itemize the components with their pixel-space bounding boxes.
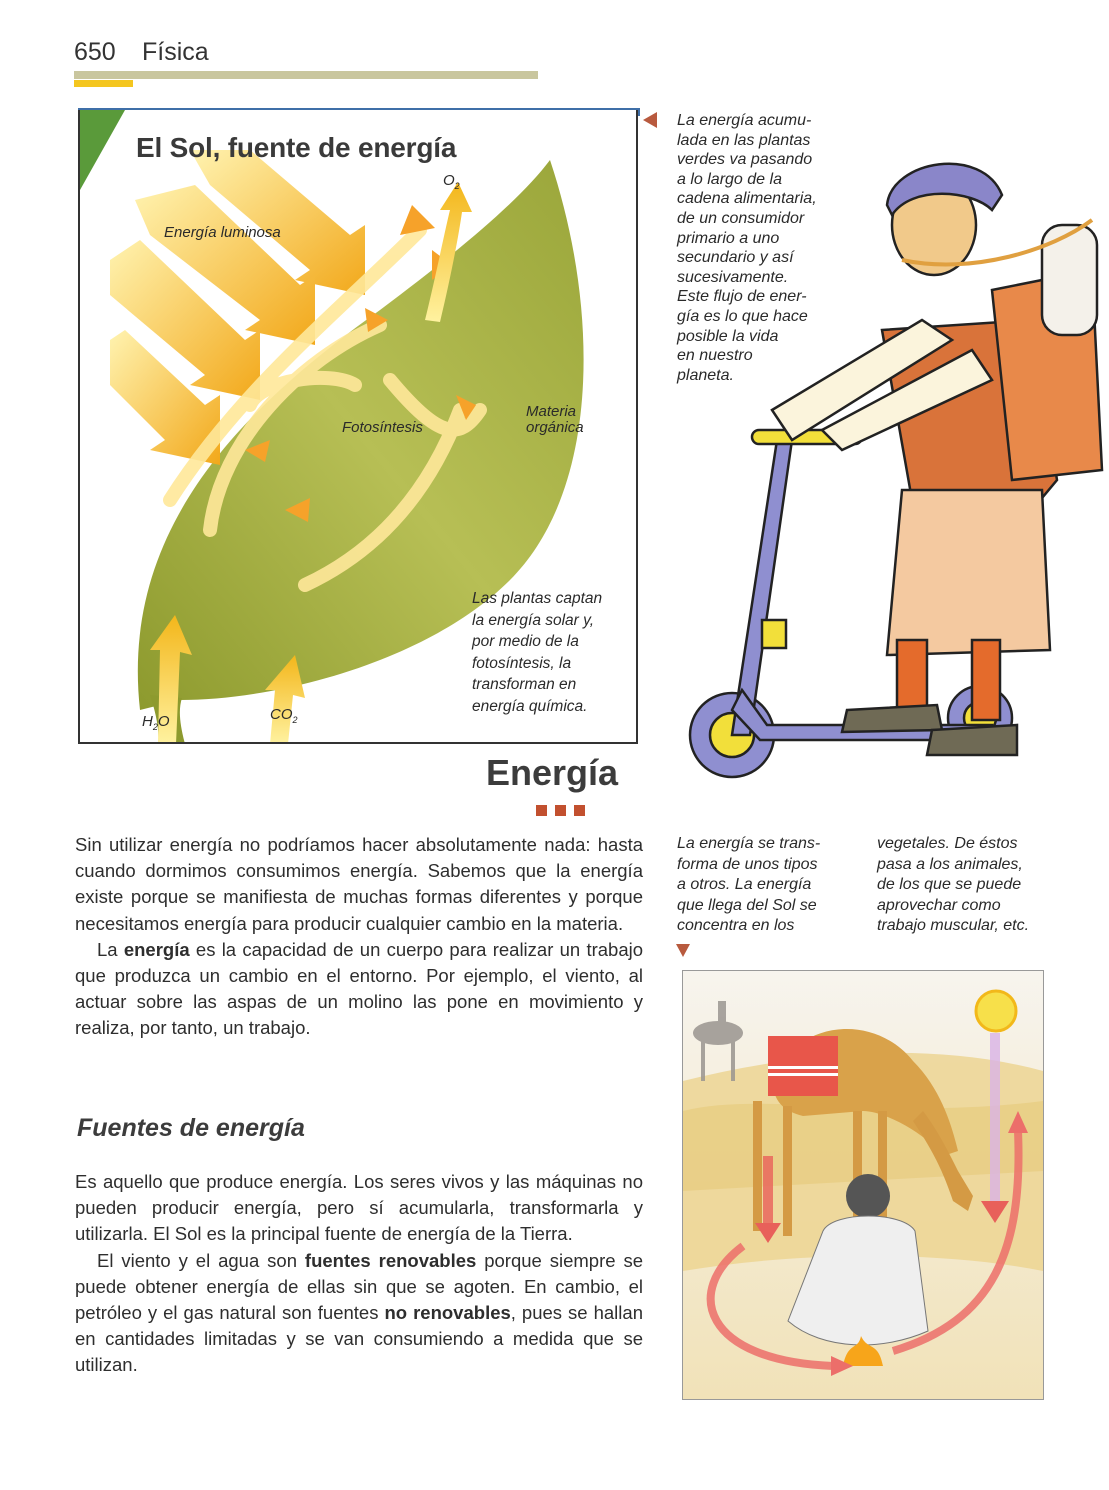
text-run: , pues se hallan en cantidades limitadas y se van consumiendo a medida que se utilizan.: [75, 1302, 643, 1376]
o2-subscript: 2: [454, 181, 460, 191]
camel-caption-col1: [677, 834, 820, 937]
page-number: 650: [74, 38, 116, 66]
section-heading: Energía: [486, 752, 619, 793]
text-run: La: [97, 938, 124, 960]
photosynthesis-diagram: [78, 110, 638, 744]
caption-line: gía es lo que hace: [677, 307, 808, 325]
caption-line: por medio de la: [472, 633, 579, 650]
caption-line: aprovechar como: [877, 896, 1001, 914]
text-run: es la capacidad de un cuerpo para realizar un trabajo que produzca un cambio en el entorno. Por ejemplo, el viento, al actuar sobre las aspas de un molino las pone en movimiento y realiza, por tanto, un trabajo.: [75, 938, 644, 1039]
caption-line: de un consumidor: [677, 209, 805, 227]
caption-line: en nuestro: [677, 347, 753, 365]
intro-text: [75, 832, 643, 1042]
caption-line: pasa a los animales,: [877, 855, 1023, 873]
text-run: porque siempre se puede obtener energía de ellas sin que se agoten. En cambio, el petróleo y el gas natural son fuentes: [75, 1249, 643, 1324]
caption-line: posible la vida: [677, 327, 779, 345]
caption-line: primario a uno: [677, 229, 780, 247]
caption-line: forma de unos tipos: [677, 855, 818, 873]
caption-line: Las plantas captan: [472, 590, 603, 607]
label-co2: [270, 706, 298, 725]
subsection-heading: Fuentes de energía: [77, 1114, 305, 1142]
caption-line: transforman en: [472, 676, 577, 693]
caption-line: trabajo muscular, etc.: [877, 917, 1030, 934]
camel-illustration-frame: [682, 970, 1044, 1400]
triangle-down-icon: [676, 944, 690, 957]
caption-line: la energía solar y,: [472, 611, 595, 629]
label-h2o: [142, 713, 170, 732]
sun-icon: [976, 991, 1016, 1031]
header-accent: [74, 80, 133, 87]
camel-caption-col2: [877, 834, 1029, 937]
label-organic-matter: [526, 404, 584, 436]
corner-triangle: [80, 110, 125, 190]
caption-line: verdes va pasando: [677, 151, 813, 169]
caption-line: sucesivamente.: [677, 268, 789, 286]
sources-paragraph-2: [75, 1248, 643, 1379]
caption-line: secundario y así: [677, 249, 794, 267]
caption-line: planeta.: [677, 366, 734, 384]
bold-term: energía: [123, 938, 190, 960]
caption-line: lada en las plantas: [677, 131, 811, 149]
diagram-title: El Sol, fuente de energía: [136, 132, 457, 163]
label-photosynthesis: Fotosíntesis: [342, 419, 423, 436]
intro-paragraph-2: [75, 937, 643, 1042]
text-run: El viento y el agua son: [97, 1249, 305, 1271]
caption-line: que llega del Sol se: [677, 896, 817, 914]
h2o-o: O: [157, 713, 170, 730]
organic-matter-line-1: Materia: [526, 403, 577, 420]
caption-line: cadena alimentaria,: [677, 190, 817, 208]
caption-line: fotosíntesis, la: [472, 654, 572, 672]
sources-paragraph-1: Es aquello que produce energía. Los seres vivos y las máquinas no pueden producir energía, pero sí acumularla, transformarla y utilizarla. El Sol es la principal fuente de energía de la Tierra.: [75, 1171, 643, 1245]
camel-illustration: [683, 971, 1043, 1399]
o2-symbol: O: [443, 172, 455, 189]
caption-line: vegetales. De éstos: [877, 835, 1018, 852]
heading-square-icon: [536, 805, 547, 816]
scooter-caption: [677, 111, 857, 385]
sources-text: [75, 1169, 643, 1379]
co2-subscript: 2: [292, 715, 298, 725]
caption-line: concentra en los: [677, 917, 795, 934]
header-rule: [74, 71, 538, 79]
co2-symbol: CO: [270, 706, 293, 723]
heading-square-icon: [555, 805, 566, 816]
section-name: Física: [142, 38, 209, 66]
caption-line: La energía se trans-: [677, 835, 821, 852]
organic-matter-line-2: orgánica: [526, 419, 584, 436]
bold-term: fuentes renovables: [304, 1249, 477, 1271]
caption-line: energía química.: [472, 697, 588, 715]
h2o-subscript: 2: [152, 722, 158, 732]
caption-line: a otros. La energía: [677, 876, 812, 893]
label-light-energy: Energía luminosa: [164, 224, 281, 241]
caption-line: La energía acumu-: [677, 112, 812, 129]
diagram-caption: [472, 588, 632, 717]
caption-line: de los que se puede: [877, 876, 1022, 893]
triangle-left-icon: [643, 112, 657, 128]
bold-term: no renovables: [384, 1302, 511, 1324]
caption-line: Este flujo de ener-: [677, 288, 807, 306]
label-o2: [443, 172, 460, 191]
h2o-h: H: [142, 713, 153, 730]
caption-line: a lo largo de la: [677, 170, 782, 188]
heading-square-icon: [574, 805, 585, 816]
intro-paragraph-1: Sin utilizar energía no podríamos hacer absolutamente nada: hasta cuando dormimos consumimos energía. Sabemos que la energía existe porque se manifiesta de muchas formas diferentes y porque necesitamos energía para producir cualquier cambio en la materia.: [75, 834, 643, 934]
